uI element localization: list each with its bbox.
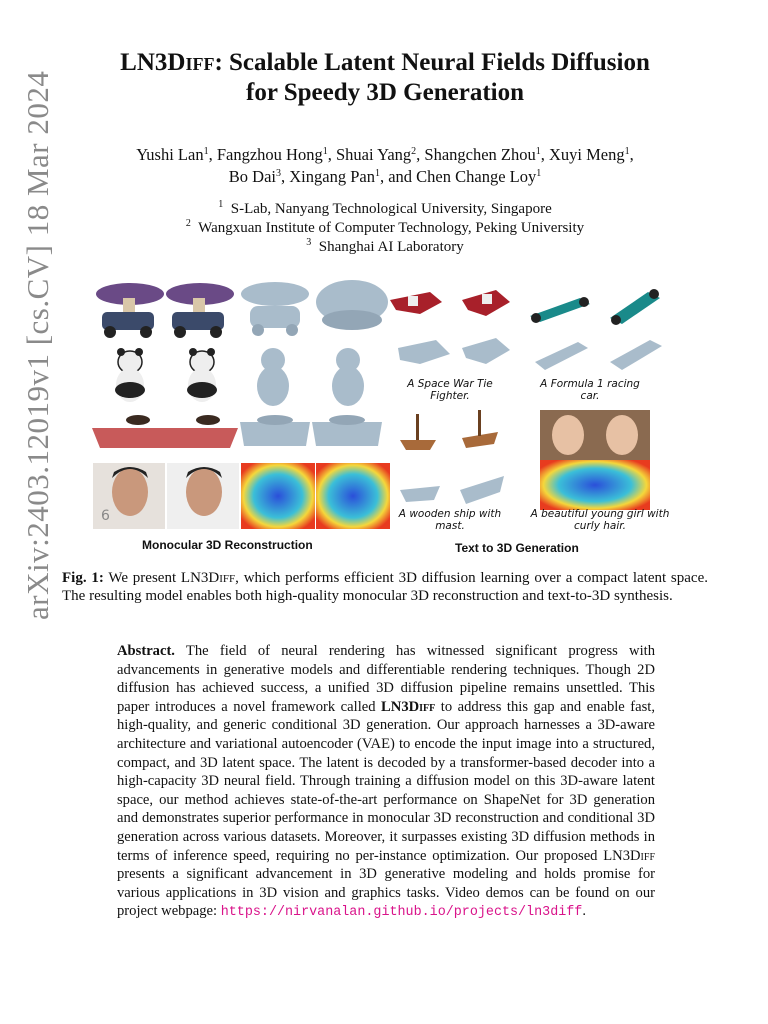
abstract-name2-smallcaps: iff: [640, 847, 655, 864]
affiliation-line: [60, 219, 710, 238]
author-list: [60, 144, 710, 188]
author-name: Yushi Lan: [136, 145, 204, 164]
author-separator: ,: [629, 145, 634, 164]
author-name: Bo Dai: [228, 167, 276, 186]
photo-watermark: 6: [101, 508, 110, 524]
caption-text: , which performs efficient 3D diffusion learning over a compact latent space. The resulting model enables both high-quality monocular 3D reconstruction and text-to-3D synthesis.: [62, 570, 708, 604]
title-prefix-smallcaps: iff: [185, 49, 215, 76]
figure-caption: [62, 569, 708, 605]
depth-map-2: [316, 463, 390, 529]
table-input-2: [164, 415, 238, 448]
face-input-1: [93, 463, 165, 529]
title-line2: for Speedy 3D Generation: [246, 79, 524, 106]
racer-mesh: [535, 340, 662, 370]
author-name: Shangchen Zhou: [424, 145, 536, 164]
caption-text-pre: We present LN3D: [103, 570, 220, 586]
affiliation-line: [60, 238, 710, 257]
author-name: Xuyi Meng: [549, 145, 625, 164]
author-separator: ,: [281, 167, 290, 186]
author-separator: ,: [327, 145, 336, 164]
abstract-text-1: The field of neural rendering has witnessed significant progress with advancements in generative models and differentiable rendering techniques. Though 2D diffusion has achieved success, a unified 3D diffusion pipeline remains unsettled. This paper introduces a novel framework called: [117, 643, 655, 715]
table-mesh-1: [240, 415, 310, 446]
panda-input-2: [187, 348, 217, 402]
author-separator: ,: [416, 145, 425, 164]
author-separator: ,: [208, 145, 217, 164]
fighter-mesh: [398, 338, 510, 364]
affiliation-text: S-Lab, Nanyang Technological University, Singapore: [230, 201, 552, 217]
caption-name-smallcaps: iff: [219, 570, 236, 586]
affiliation-number: 2: [185, 218, 191, 229]
paper-title: [60, 48, 710, 108]
caption-label: Fig. 1:: [62, 570, 104, 586]
prompt-ship: A wooden ship with mast.: [398, 508, 502, 532]
author-affiliation-mark: 2: [411, 146, 417, 157]
affiliation-text: Wangxuan Institute of Computer Technology, Peking University: [198, 220, 585, 236]
author-name: Shuai Yang: [335, 145, 412, 164]
abstract-text-3: presents a significant advancement in 3D generative modeling and holds promise for various applications in 3D vision and graphics tasks. Video demos can be found on our project webpage:: [117, 866, 655, 920]
mushroom-car-input-2: [166, 283, 234, 338]
panda-mesh-1: [257, 348, 289, 406]
author-affiliation-mark: 1: [536, 168, 542, 179]
racer-render-2: [610, 289, 660, 325]
mushroom-car-mesh-1: [241, 282, 309, 336]
author-name: Chen Change Loy: [416, 167, 537, 186]
abstract: [117, 642, 655, 923]
affiliation-line: [60, 200, 710, 219]
affiliation-number: 1: [218, 199, 224, 210]
fighter-render-1: [390, 292, 442, 314]
panda-input-1: [115, 348, 145, 402]
prompt-girl: A beautiful young girl with curly hair.: [530, 508, 670, 532]
mushroom-car-mesh-2: [316, 280, 388, 330]
face-input-2: [167, 463, 239, 529]
mushroom-car-input-1: [96, 283, 164, 338]
author-separator: , and: [379, 167, 417, 186]
prompt-fighter: A Space War Tie Fighter.: [407, 378, 493, 402]
figure-label-monocular: Monocular 3D Reconstruction: [142, 538, 313, 552]
abstract-method-name-smallcaps: iff: [419, 698, 436, 715]
affiliation-list: [60, 200, 710, 257]
abstract-text-2: to address this gap and enable fast, high-quality, and generic conditional 3D generation. Our approach harnesses a 3D-aware architecture and variational autoencoder (VAE) to encode the input image into a structured, compact, and 3D latent space. The latent is decoded by a transformer-based decoder into a high-capacity 3D neural field. Through training a diffusion model on this 3D-aware latent space, our method achieves state-of-the-art performance on ShapeNet for 3D generation and demonstrates superior performance in monocular 3D reconstruction and conditional 3D generation across various datasets. Moreover, it surpasses existing 3D diffusion methods in terms of inference speed, requiring no per-instance optimization. Our proposed LN3D: [117, 698, 656, 864]
project-webpage-link[interactable]: https://nirvanalan.github.io/projects/ln3diff: [220, 905, 583, 921]
fighter-render-2: [462, 290, 510, 316]
title-line1-rest: : Scalable Latent Neural Fields Diffusion: [214, 49, 650, 76]
author-affiliation-mark: 1: [203, 146, 209, 157]
girl-depth-map: [540, 460, 650, 510]
author-affiliation-mark: 1: [535, 146, 541, 157]
ship-mesh: [400, 476, 504, 504]
abstract-end: .: [582, 903, 586, 920]
author-name: Xingang Pan: [289, 167, 375, 186]
teaser-figure: [90, 280, 670, 560]
author-affiliation-mark: 1: [322, 146, 328, 157]
author-name: Fangzhou Hong: [216, 145, 323, 164]
abstract-label: Abstract.: [117, 643, 175, 659]
abstract-method-name: LN3D: [381, 698, 420, 715]
author-affiliation-mark: 1: [374, 168, 380, 179]
prompt-racer: A Formula 1 racing car.: [540, 378, 640, 402]
figure-label-text-to-3d: Text to 3D Generation: [455, 541, 579, 555]
arxiv-identifier-stamp: arXiv:2403.12019v1 [cs.CV] 18 Mar 2024: [20, 70, 55, 620]
affiliation-number: 3: [306, 237, 312, 248]
girl-render: [540, 410, 650, 460]
depth-map-1: [241, 463, 315, 529]
author-affiliation-mark: 3: [276, 168, 281, 179]
title-prefix: LN3D: [120, 49, 186, 76]
racer-render-1: [530, 297, 590, 323]
affiliation-text: Shanghai AI Laboratory: [318, 239, 464, 255]
ship-render: [400, 410, 498, 450]
author-affiliation-mark: 1: [624, 146, 630, 157]
panda-mesh-2: [332, 348, 364, 406]
table-mesh-2: [312, 415, 382, 446]
author-separator: ,: [540, 145, 550, 164]
